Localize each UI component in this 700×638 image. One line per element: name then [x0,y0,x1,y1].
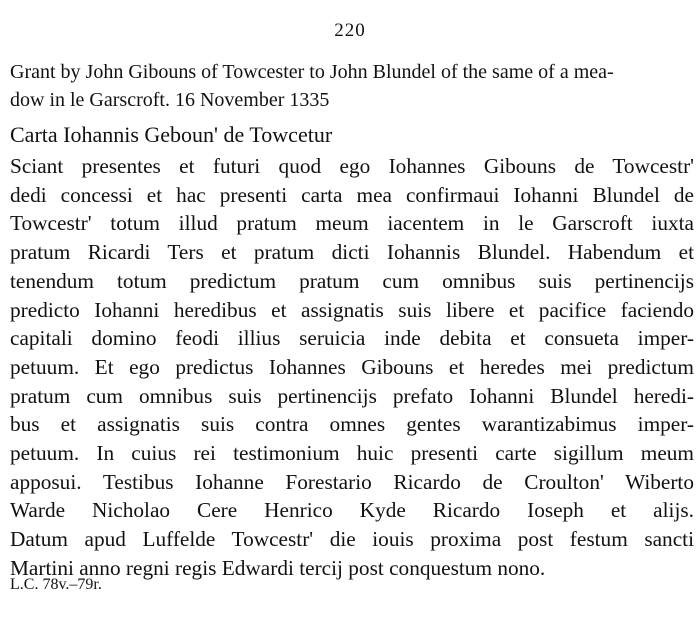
charter-line: capitali domino feodi illius seruicia inde debita et consueta imper- [10,326,694,351]
charter-heading: Carta Iohannis Geboun' de Towcetur [10,122,333,147]
charter-line: petuum. Et ego predictus Iohannes Gibouns et heredes mei predictum [10,354,694,379]
charter-line: pratum cum omnibus suis pertinencijs prefato Iohanni Blundel heredi- [10,383,694,408]
charter-line: Warde Nicholao Cere Henrico Kyde Ricardo Ioseph et alijs. [10,498,694,523]
page-number: 220 [334,20,366,41]
charter-line: tenendum totum predictum pratum cum omnibus suis pertinencijs [10,268,694,293]
charter-text [10,152,694,583]
source-reference: L.C. 78v.–79r. [10,576,102,593]
charter-line: apposui. Testibus Iohanne Forestario Ricardo de Croulton' Wiberto [10,469,694,494]
charter-line: bus et assignatis suis contra omnes gentes warantizabimus imper- [10,412,694,437]
document-summary [10,58,692,114]
charter-line: Sciant presentes et futuri quod ego Iohannes Gibouns de Towcestr' [10,154,694,178]
summary-line: dow in le Garscroft. 16 November 1335 [10,89,330,111]
charter-line: pratum Ricardi Ters et pratum dicti Iohannis Blundel. Habendum et [10,240,694,265]
charter-line: predicto Iohanni heredibus et assignatis suis libere et pacifice faciendo [10,297,694,322]
charter-line: dedi concessi et hac presenti carta mea confirmaui Iohanni Blundel de [10,182,694,207]
charter-line: petuum. In cuius rei testimonium huic presenti carte sigillum meum [10,441,694,466]
summary-line: Grant by John Gibouns of Towcester to John Blundel of the same of a mea- [10,61,614,83]
charter-line: Martini anno regni regis Edwardi tercij post conquestum nono. [10,555,546,580]
charter-line: Towcestr' totum illud pratum meum iacentem in le Garscroft iuxta [10,211,694,236]
charter-line: Datum apud Luffelde Towcestr' die iouis proxima post festum sancti [10,527,694,552]
